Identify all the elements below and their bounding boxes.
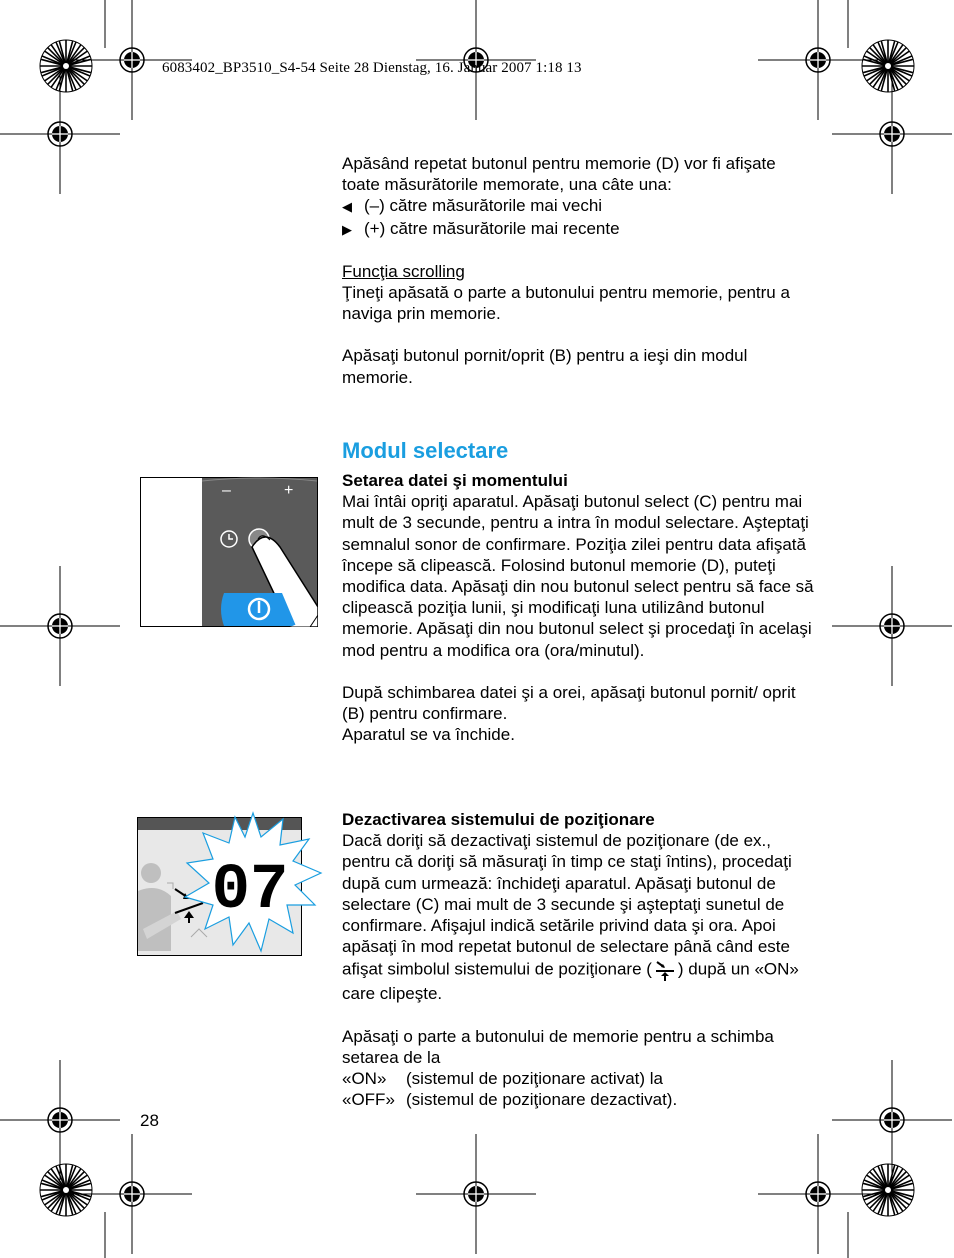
off-key: «OFF» [342, 1090, 395, 1110]
memory-back-label: (–) către măsurătorile mai vechi [364, 196, 603, 216]
page-number: 28 [140, 1111, 159, 1130]
memory-intro: Apăsând repetat butonul pentru memorie (D) vor fi afişate toate măsurătorile memorate, una câte una: [342, 154, 776, 195]
device-select-illustration [140, 477, 318, 627]
off-value: (sistemul de poziţionare dezactivat). [406, 1090, 678, 1110]
triangle-right-icon: ▶ [342, 221, 352, 237]
position-text-part2: ) după un «ON» care clipeşte. [342, 959, 799, 1004]
position-text [342, 830, 814, 1004]
date-text: Mai întâi opriţi aparatul. Apăsaţi butonul select (C) pentru mai mult de 3 secunde, pentru a intra în modul selectare. Aşteptaţi semnalul sonor de confirmare. Poziţia zilei pentru data afişată începe să clipească. Folosind butonul memorie (D), puteţi modifica data. Apăsaţi din nou butonul select pentru să face să clipească poziţia lunii, şi modificaţi luna utilizând butonul memorie. Apăsaţi din nou butonul select şi procedaţi în acelaşi mod pentru a modifica ora (ora/minutul). [342, 492, 814, 660]
scrolling-title: Funcţia scrolling [342, 261, 465, 281]
toggle-text: Apăsaţi o parte a butonului de memorie pentru a schimba setarea de la [342, 1026, 774, 1067]
memory-forward-label: (+) către măsurătorile mai recente [364, 218, 620, 238]
date-setting-section [342, 470, 814, 745]
memory-forward-item [342, 218, 814, 240]
print-info-line: 6083402_BP3510_S4-54 Seite 28 Dienstag, 16. Januar 2007 1:18 13 [162, 60, 582, 76]
position-section [342, 809, 814, 1110]
on-setting-row [342, 1068, 814, 1089]
device-off-text: Aparatul se va închide. [342, 725, 515, 745]
minus-label: – [222, 482, 231, 499]
on-key: «ON» [342, 1069, 387, 1089]
position-indicator-icon [652, 957, 678, 983]
memory-section [342, 153, 814, 388]
display-illustration [137, 811, 325, 957]
confirm-text: După schimbarea datei şi a orei, apăsaţi butonul pornit/ oprit (B) pentru confirmare. [342, 682, 796, 724]
section-title: Modul selectare [342, 438, 509, 463]
triangle-left-icon: ◀ [342, 199, 352, 215]
exit-memory-text: Apăsaţi butonul pornit/oprit (B) pentru a ieşi din modul memorie. [342, 346, 748, 387]
display-digits: 07 [211, 855, 289, 927]
date-subtitle: Setarea datei şi momentului [342, 471, 568, 490]
position-subtitle: Dezactivarea sistemului de poziţionare [342, 810, 655, 829]
on-value: (sistemul de poziţionare activat) la [406, 1069, 664, 1089]
scrolling-text: Ţineţi apăsată o parte a butonului pentru memorie, pentru a naviga prin memorie. [342, 283, 790, 324]
position-text-part1: Dacă doriţi să dezactivaţi sistemul de poziţionare (de ex., pentru că doriţi să măsuraţi în timp ce staţi întins), procedaţi după cum urmează: închideţi aparatul. Apăsaţi butonul de selectare (C) mai mult de 3 secunde şi aşteptaţi sunetul de confirmare. Afişajul indică setările privind data şi ora. Apoi apăsaţi în mod repetat butonul de selectare până când este afişat simbolul sistemului de poziţionare ( [342, 831, 792, 979]
memory-back-item [342, 195, 814, 217]
plus-label: + [284, 482, 294, 499]
off-setting-row [342, 1089, 814, 1110]
